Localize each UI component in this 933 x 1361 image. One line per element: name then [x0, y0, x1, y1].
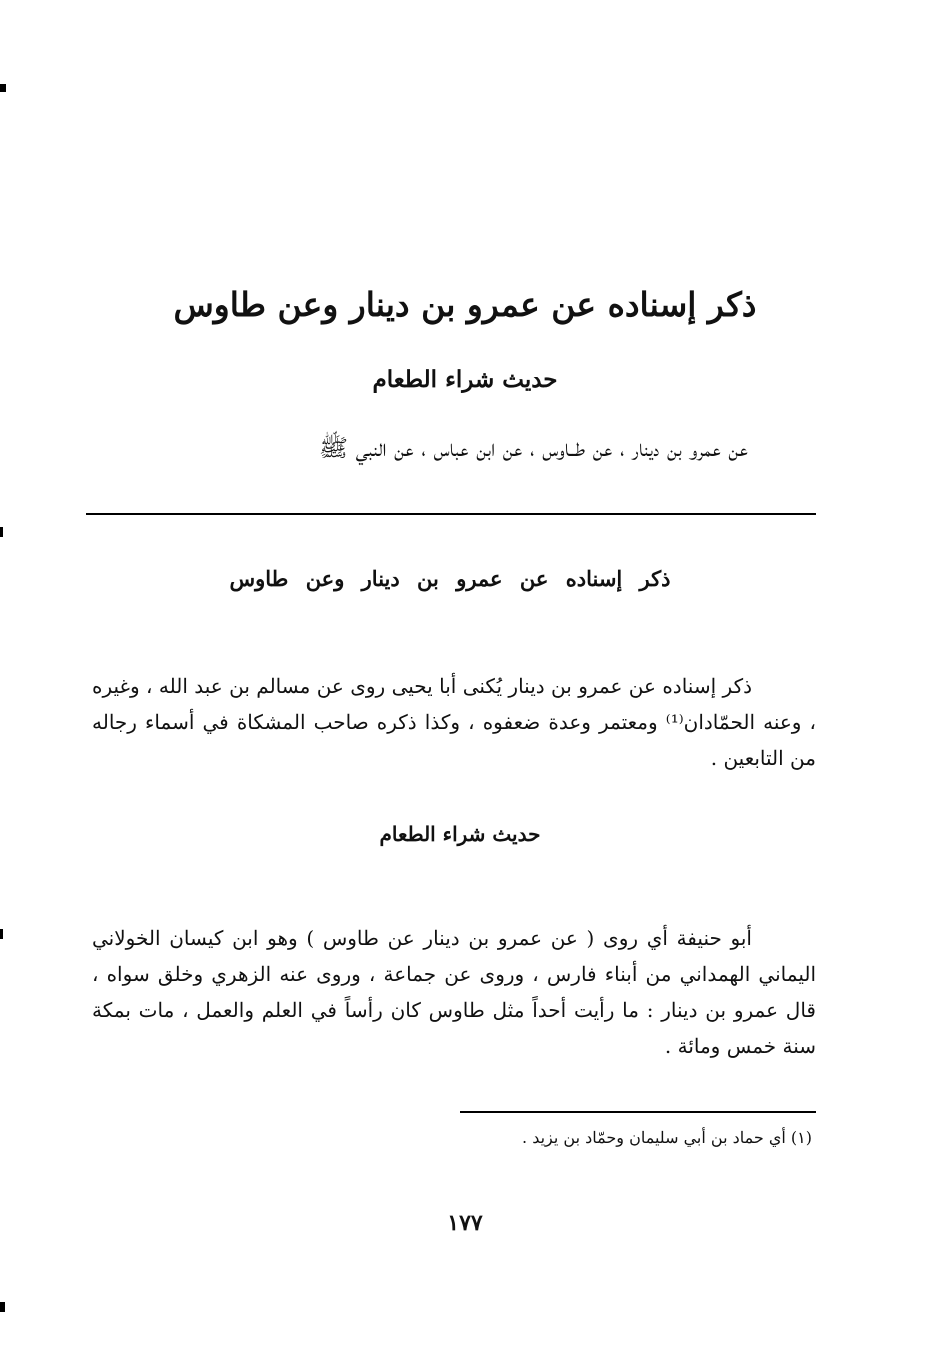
footnote-divider	[460, 1111, 816, 1113]
footnote: (١) أي حماد بن أبي سليمان وحمّاد بن يزيد .	[522, 1128, 812, 1147]
hadith-subtitle: حديث شراء الطعام	[372, 366, 558, 393]
scan-edge-mark	[0, 1302, 5, 1312]
isnad-chain: عن عمرو بن دينار ، عن طــاوس ، عن ابن عباس ، عن النبي ﷺ	[318, 434, 748, 462]
commentary-section-title: ذكر إسناده عن عمرو بن دينار وعن طاوس	[229, 566, 671, 591]
scan-edge-mark	[0, 527, 3, 537]
commentary-paragraph-2-text: أبو حنيفة أي روى ( عن عمرو بن دينار عن طاوس ) وهو ابن كيسان الخولاني اليماني الهمداني من أبناء فارس ، وروى عن جماعة ، وروى عنه الزهري وخلق سواه ، قال عمرو بن دينار : ما رأيت أحداً مثل طاوس كان رأساً في العلم والعمل ، مات بمكة سنة خمس ومائة .	[92, 926, 816, 1058]
scan-edge-mark	[0, 84, 6, 92]
divider-rule	[86, 513, 816, 515]
page-number: ١٧٧	[447, 1210, 483, 1236]
commentary-paragraph-1	[92, 668, 816, 776]
commentary-paragraph-1-text: ذكر إسناده عن عمرو بن دينار يُكنى أبا يحيى روى عن مسالم بن عبد الله ، وغيره ، وعنه الحمّادان⁽¹⁾ ومعتمر وعدة ضعفوه ، وكذا ذكره صاحب المشكاة في أسماء رجاله من التابعين .	[92, 674, 816, 770]
commentary-paragraph-2	[92, 920, 816, 1064]
commentary-hadith-title: حديث شراء الطعام	[379, 822, 541, 846]
page-title: ذكر إسناده عن عمرو بن دينار وعن طاوس	[173, 285, 757, 324]
scan-edge-mark	[0, 929, 3, 939]
